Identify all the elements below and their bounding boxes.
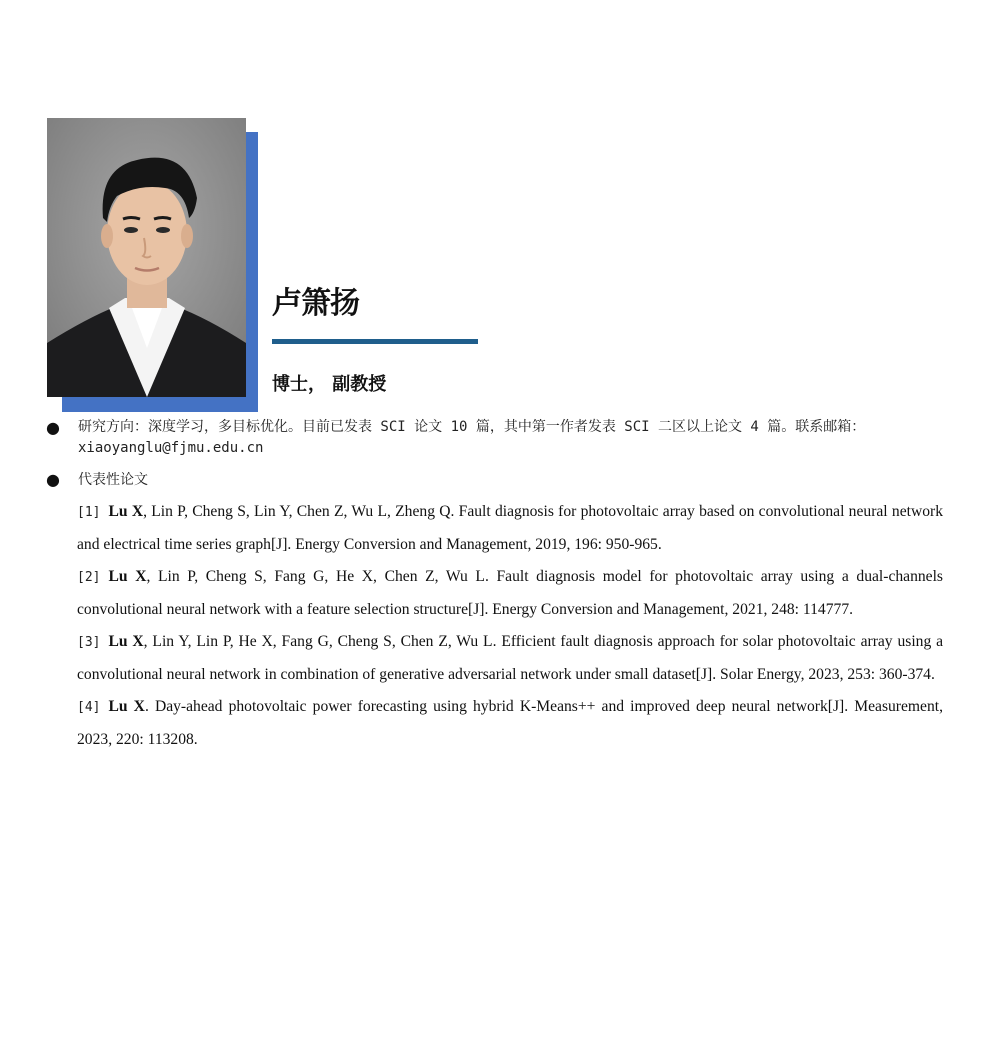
paper-number: [1]	[77, 505, 101, 520]
email-link[interactable]: xiaoyanglu@fjmu.edu.cn	[78, 440, 264, 456]
paper-list	[77, 496, 943, 756]
paper-author-highlight: Lu X	[108, 698, 145, 715]
paper-number: [3]	[77, 635, 101, 650]
person-name: 卢箫扬	[272, 286, 359, 321]
research-text: 研究方向：深度学习，多目标优化。目前已发表 SCI 论文 10 篇，其中第一作者发表 SCI 二区以上论文 4 篇。联系邮箱：	[78, 419, 866, 435]
paper-item	[77, 626, 943, 691]
paper-number: [2]	[77, 570, 101, 585]
bullet-icon: ●	[46, 470, 60, 489]
paper-author-highlight: Lu X	[108, 568, 147, 585]
paper-item	[77, 691, 943, 756]
person-title: 博士， 副教授	[272, 374, 387, 395]
paper-citation: , Lin P, Cheng S, Fang G, He X, Chen Z, Wu L. Fault diagnosis model for photovoltaic array using a dual-channels convolutional neural network with a feature selection structure[J]. Energy Conversion and Management, 2021, 248: 114777.	[77, 568, 943, 618]
name-underline	[272, 339, 478, 344]
paper-item	[77, 561, 943, 626]
paper-citation: , Lin P, Cheng S, Lin Y, Chen Z, Wu L, Zheng Q. Fault diagnosis for photovoltaic array based on convolutional neural network and electrical time series graph[J]. Energy Conversion and Management, 2019, 196: 950-965.	[77, 503, 943, 553]
paper-author-highlight: Lu X	[108, 503, 144, 520]
representative-papers-heading: 代表性论文	[78, 472, 148, 488]
bullet-icon: ●	[46, 418, 60, 437]
paper-number: [4]	[77, 700, 101, 715]
paper-citation: , Lin Y, Lin P, He X, Fang G, Cheng S, Chen Z, Wu L. Efficient fault diagnosis approach for solar photovoltaic array using a convolutional neural network in combination of generative adversarial network under small dataset[J]. Solar Energy, 2023, 253: 360-374.	[77, 633, 944, 683]
research-statement	[78, 417, 958, 459]
profile-photo	[47, 118, 246, 397]
paper-item	[77, 496, 943, 561]
paper-author-highlight: Lu X	[108, 633, 144, 650]
paper-citation: . Day-ahead photovoltaic power forecasting using hybrid K-Means++ and improved deep neural network[J]. Measurement, 2023, 220: 113208.	[77, 698, 943, 748]
